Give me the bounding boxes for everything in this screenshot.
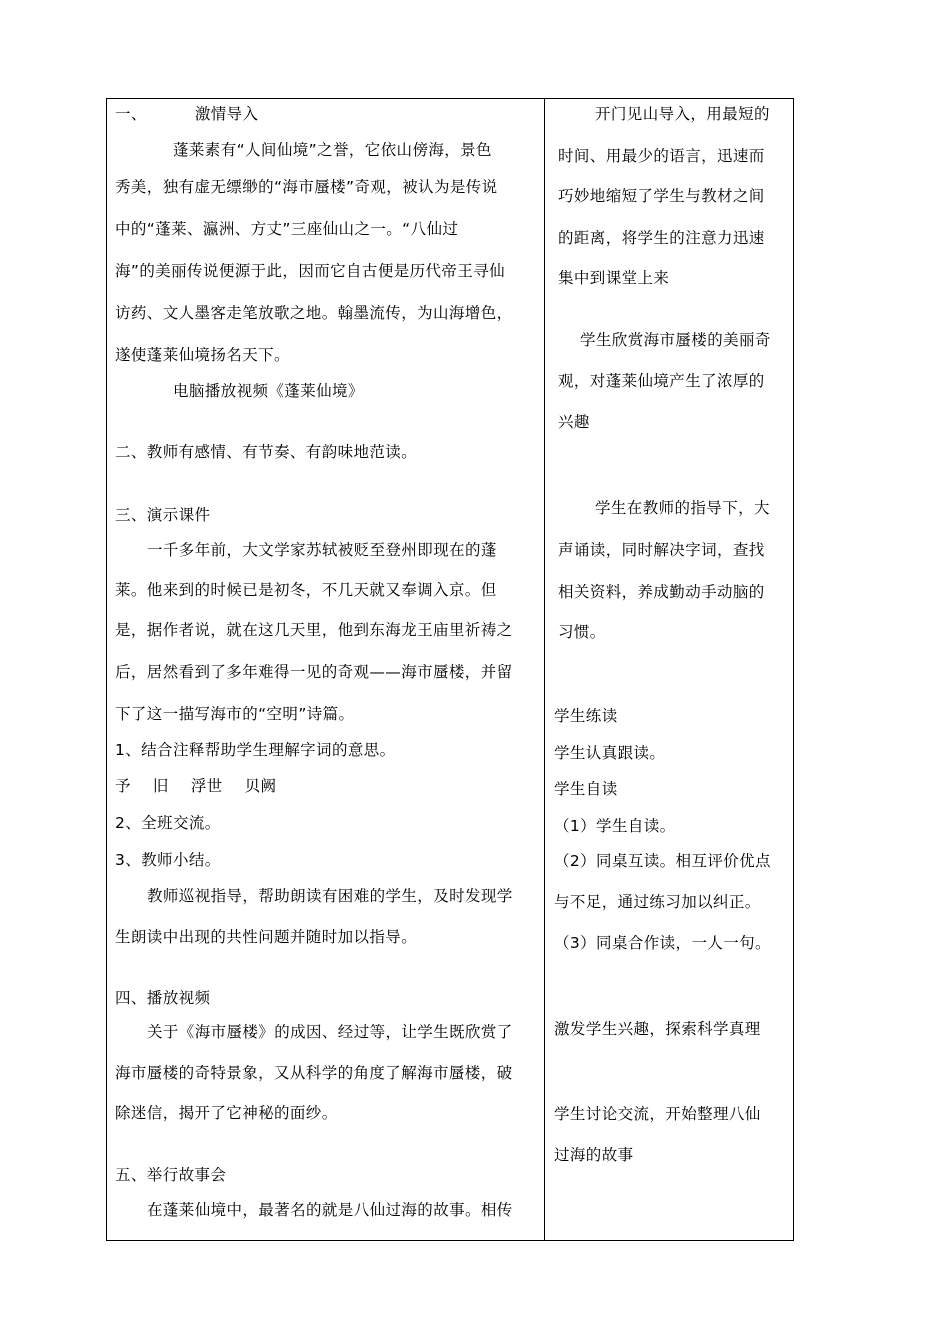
s1-para-line: 蓬莱素有“人间仙境”之誉，它依山傍海，景色 — [173, 141, 492, 159]
note-line: 学生认真跟读。 — [554, 744, 666, 762]
column-divider — [544, 98, 545, 1241]
note-line: 学生欣赏海市蜃楼的美丽奇 — [580, 331, 771, 349]
s4-para-line: 除迷信，揭开了它神秘的面纱。 — [115, 1104, 338, 1122]
s3-item-2: 2、全班交流。 — [115, 814, 221, 832]
s3-para-line: 后，居然看到了多年难得一见的奇观——海市蜃楼，并留 — [115, 663, 513, 681]
note-line: 相关资料，养成勤动手动脑的 — [558, 583, 765, 601]
s3-para-line: 一千多年前，大文学家苏轼被贬至登州即现在的蓬 — [147, 541, 497, 559]
note-line: 习惯。 — [558, 623, 606, 641]
note-line: 兴趣 — [558, 413, 590, 431]
note-line: 集中到课堂上来 — [558, 269, 670, 287]
s3-item-3: 3、教师小结。 — [115, 851, 221, 869]
section3-heading: 三、演示课件 — [115, 506, 211, 524]
note-line: 学生练读 — [554, 707, 618, 725]
s3-para-line: 莱。他来到的时候已是初冬，不几天就又奉调入京。但 — [115, 581, 497, 599]
section2-text: 二、教师有感情、有节奏、有韵味地范读。 — [115, 443, 418, 461]
section1-title: 激情导入 — [194, 105, 259, 123]
s3-para-line: 下了这一描写海市的“空明”诗篇。 — [115, 705, 355, 723]
note-line: （2）同桌互读。相互评价优点 — [554, 852, 771, 870]
word-item: 予 — [115, 777, 131, 795]
note-line: 与不足，通过练习加以纠正。 — [554, 893, 761, 911]
s3-para2-line: 教师巡视指导，帮助朗读有困难的学生，及时发现学 — [147, 887, 513, 905]
s1-para-line: 中的“蓬莱、瀛洲、方丈”三座仙山之一。“八仙过 — [115, 220, 459, 238]
s4-para-line: 关于《海市蜃楼》的成因、经过等，让学生既欣赏了 — [147, 1023, 513, 1041]
s1-para-line: 遂使蓬莱仙境扬名天下。 — [115, 346, 290, 364]
note-line: 声诵读，同时解决字词，查找 — [558, 541, 765, 559]
note-line: （1）学生自读。 — [554, 817, 676, 835]
s4-para-line: 海市蜃楼的奇特景象，又从科学的角度了解海市蜃楼，破 — [115, 1064, 513, 1082]
s3-para-line: 是，据作者说，就在这几天里，他到东海龙王庙里祈祷之 — [115, 621, 513, 639]
note-line: 的距离，将学生的注意力迅速 — [558, 229, 765, 247]
note-line: 观，对蓬莱仙境产生了浓厚的 — [558, 372, 765, 390]
s1-para-line: 秀美，独有虚无缥缈的“海市蜃楼”奇观，被认为是传说 — [115, 178, 498, 196]
note-line: 巧妙地缩短了学生与教材之间 — [558, 187, 765, 205]
note-line: 开门见山导入，用最短的 — [595, 105, 770, 123]
note-line: （3）同桌合作读，一人一句。 — [554, 934, 771, 952]
note-line: 过海的故事 — [554, 1146, 634, 1164]
s1-video-note: 电脑播放视频《蓬莱仙境》 — [173, 382, 364, 400]
s3-para2-line: 生朗读中出现的共性问题并随时加以指导。 — [115, 928, 418, 946]
section1-heading — [115, 104, 258, 124]
note-line: 学生自读 — [554, 780, 618, 798]
s5-para-line: 在蓬莱仙境中，最著名的就是八仙过海的故事。相传 — [147, 1201, 513, 1219]
s1-para-line: 海”的美丽传说便源于此，因而它自古便是历代帝王寻仙 — [115, 262, 506, 280]
note-line: 学生在教师的指导下，大 — [595, 499, 770, 517]
s3-word-list — [115, 776, 276, 796]
section5-heading: 五、举行故事会 — [115, 1166, 227, 1184]
word-item: 旧 — [152, 777, 169, 795]
note-line: 时间、用最少的语言，迅速而 — [558, 147, 765, 165]
section4-heading: 四、播放视频 — [115, 989, 211, 1007]
word-item: 贝阙 — [244, 777, 277, 795]
word-item: 浮世 — [190, 777, 223, 795]
s3-item-1: 1、结合注释帮助学生理解字词的意思。 — [115, 741, 396, 759]
s1-para-line: 访药、文人墨客走笔放歌之地。翰墨流传，为山海增色， — [115, 304, 513, 322]
section1-number: 一、 — [115, 105, 147, 123]
note-line: 激发学生兴趣，探索科学真理 — [554, 1020, 761, 1038]
note-line: 学生讨论交流，开始整理八仙 — [554, 1105, 761, 1123]
